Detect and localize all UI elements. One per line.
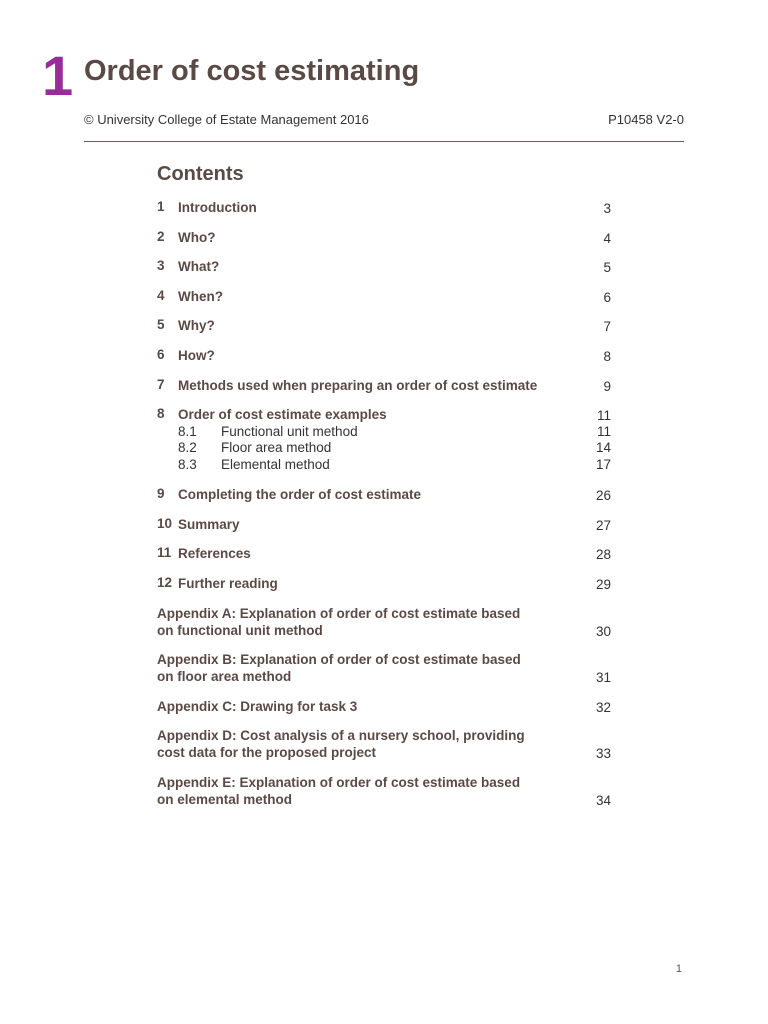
toc-entry-number: 2 (157, 228, 165, 244)
toc-appendix-line1: Appendix D: Cost analysis of a nursery school, providing (157, 728, 525, 744)
toc-appendix-label (157, 651, 611, 685)
toc-subentry-page: 17 (595, 456, 611, 472)
toc-entry-10[interactable] (157, 516, 611, 533)
toc-entry-number: 1 (157, 199, 165, 214)
toc-appendix-page: 30 (595, 623, 611, 639)
footer-page-number: 1 (675, 963, 682, 975)
toc-entry-11[interactable] (157, 545, 611, 562)
toc-subentry-label: Functional unit method (221, 423, 358, 439)
toc-entry-page: 29 (595, 577, 611, 593)
toc-appendix-page: 32 (595, 699, 611, 715)
toc-entry-page: 9 (603, 378, 611, 394)
toc-entry-label: References (178, 546, 251, 562)
toc-entry-page: 4 (603, 230, 611, 246)
toc-entry-number: 9 (157, 486, 165, 502)
toc-subentry-8-3[interactable] (157, 457, 611, 474)
toc-appendix-line1: Appendix E: Explanation of order of cost estimate based (157, 775, 521, 790)
toc-appendix-d[interactable] (157, 727, 611, 761)
toc-entry-number: 5 (157, 317, 165, 333)
toc-subentry-number: 8.3 (178, 456, 197, 472)
toc-entry-number: 12 (157, 575, 173, 591)
toc-entry-page: 27 (595, 517, 611, 533)
toc-appendix-page: 34 (595, 793, 611, 808)
toc-appendix-page: 31 (595, 670, 611, 686)
table-of-contents (157, 199, 611, 821)
toc-entry-label: Who? (178, 229, 216, 245)
toc-entry-label: What? (178, 259, 220, 275)
toc-appendix-line1: Appendix B: Explanation of order of cost estimate based (157, 652, 521, 668)
toc-appendix-c[interactable] (157, 698, 611, 715)
toc-appendix-line2: on floor area method (157, 669, 292, 685)
toc-appendix-label (157, 605, 611, 639)
toc-entry-number: 8 (157, 406, 165, 422)
toc-entry-2[interactable] (157, 229, 611, 246)
toc-entry-8[interactable] (157, 406, 611, 423)
toc-appendix-label (157, 727, 611, 761)
toc-appendix-line2: on elemental method (157, 792, 293, 807)
toc-entry-12[interactable] (157, 575, 611, 592)
copyright-notice: © University College of Estate Management 2016 (84, 112, 369, 127)
toc-entry-label: Order of cost estimate examples (178, 407, 387, 423)
toc-entry-number: 7 (157, 376, 165, 392)
toc-entry-number: 6 (157, 346, 165, 362)
toc-entry-3[interactable] (157, 258, 611, 275)
toc-subentry-label: Floor area method (221, 440, 332, 456)
toc-subentry-8-2[interactable] (157, 440, 611, 457)
toc-appendix-a[interactable] (157, 605, 611, 639)
toc-entry-label: When? (178, 288, 223, 304)
toc-subentry-8-1[interactable] (157, 424, 611, 441)
toc-subentry-label: Elemental method (221, 456, 330, 472)
toc-subentry-number: 8.2 (178, 440, 197, 456)
toc-entry-4[interactable] (157, 288, 611, 305)
toc-entry-label: Why? (178, 318, 215, 334)
toc-entry-label: Methods used when preparing an order of cost estimate (178, 377, 538, 393)
toc-entry-label: Introduction (178, 200, 257, 215)
toc-entry-6[interactable] (157, 347, 611, 364)
toc-appendix-b[interactable] (157, 651, 611, 685)
toc-entry-1[interactable] (157, 199, 611, 216)
toc-appendix-e[interactable] (157, 774, 611, 808)
toc-appendix-label: Appendix C: Drawing for task 3 (157, 698, 358, 714)
toc-entry-page: 6 (603, 289, 611, 305)
toc-entry-number: 4 (157, 287, 165, 303)
toc-entry-number: 10 (157, 515, 173, 531)
toc-entry-label: Completing the order of cost estimate (178, 487, 422, 503)
header-divider (84, 141, 684, 142)
toc-subentries-8 (157, 424, 611, 474)
toc-appendix-label (157, 774, 611, 808)
toc-entry-9[interactable] (157, 486, 611, 503)
toc-entry-number: 3 (157, 258, 165, 274)
toc-entry-page: 28 (595, 547, 611, 563)
toc-entry-5[interactable] (157, 317, 611, 334)
toc-entry-page: 8 (603, 348, 611, 364)
toc-subentry-page: 14 (595, 440, 611, 456)
toc-entry-7[interactable] (157, 377, 611, 394)
toc-appendix-line2: on functional unit method (157, 622, 323, 638)
toc-entry-page: 26 (595, 488, 611, 504)
toc-entry-page: 3 (603, 201, 611, 216)
toc-entry-label: Further reading (178, 576, 278, 592)
toc-entry-number: 11 (157, 545, 172, 561)
toc-entry-page: 11 (596, 408, 611, 424)
toc-appendix-page: 33 (595, 746, 611, 762)
contents-heading: Contents (157, 163, 244, 185)
toc-entry-label: How? (178, 347, 215, 363)
document-code: P10458 V2-0 (608, 112, 684, 127)
page-title: Order of cost estimating (84, 55, 420, 87)
toc-subentry-number: 8.1 (178, 423, 197, 439)
toc-entry-page: 5 (603, 260, 611, 276)
toc-entry-page: 7 (603, 319, 611, 335)
toc-subentry-page: 11 (596, 423, 611, 439)
toc-appendix-line1: Appendix A: Explanation of order of cost estimate based (157, 605, 521, 621)
toc-appendix-line2: cost data for the proposed project (157, 745, 377, 761)
toc-entry-label: Summary (178, 516, 240, 532)
chapter-number: 1 (42, 44, 74, 107)
